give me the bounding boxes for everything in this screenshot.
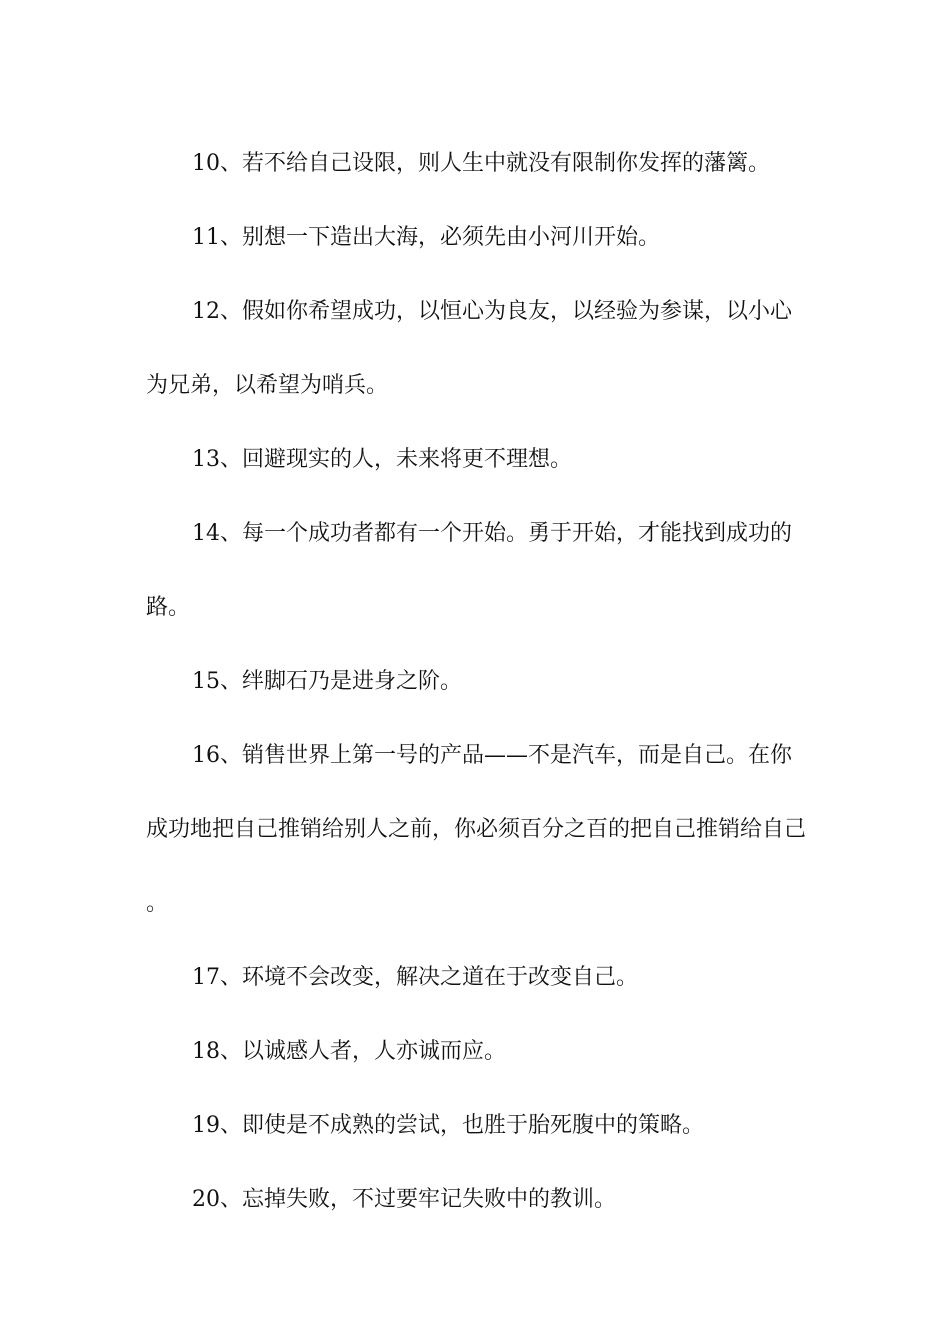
paragraph-13: 13、回避现实的人，未来将更不理想。: [192, 447, 572, 472]
paragraph-15: 15、绊脚石乃是进身之阶。: [192, 669, 462, 694]
paragraph-17: 17、环境不会改变，解决之道在于改变自己。: [192, 965, 638, 990]
paragraph-16: 16、销售世界上第一号的产品——不是汽车，而是自己。在你成功地把自己推销给别人之前，你必须百分之百的把自己推销给自己。: [146, 743, 807, 916]
paragraph-10: 10、若不给自己设限，则人生中就没有限制你发挥的藩篱。: [192, 151, 770, 176]
paragraph-14: 14、每一个成功者都有一个开始。勇于开始，才能找到成功的路。: [146, 521, 792, 620]
paragraph-12: 12、假如你希望成功，以恒心为良友，以经验为参谋，以小心为兄弟，以希望为哨兵。: [146, 299, 792, 398]
paragraph-20: 20、忘掉失败，不过要牢记失败中的教训。: [192, 1187, 616, 1212]
paragraph-18: 18、以诚感人者，人亦诚而应。: [192, 1039, 506, 1064]
paragraph-19: 19、即使是不成熟的尝试，也胜于胎死腹中的策略。: [192, 1113, 704, 1138]
document-body: [146, 127, 808, 1237]
paragraph-11: 11、别想一下造出大海，必须先由小河川开始。: [192, 225, 660, 250]
